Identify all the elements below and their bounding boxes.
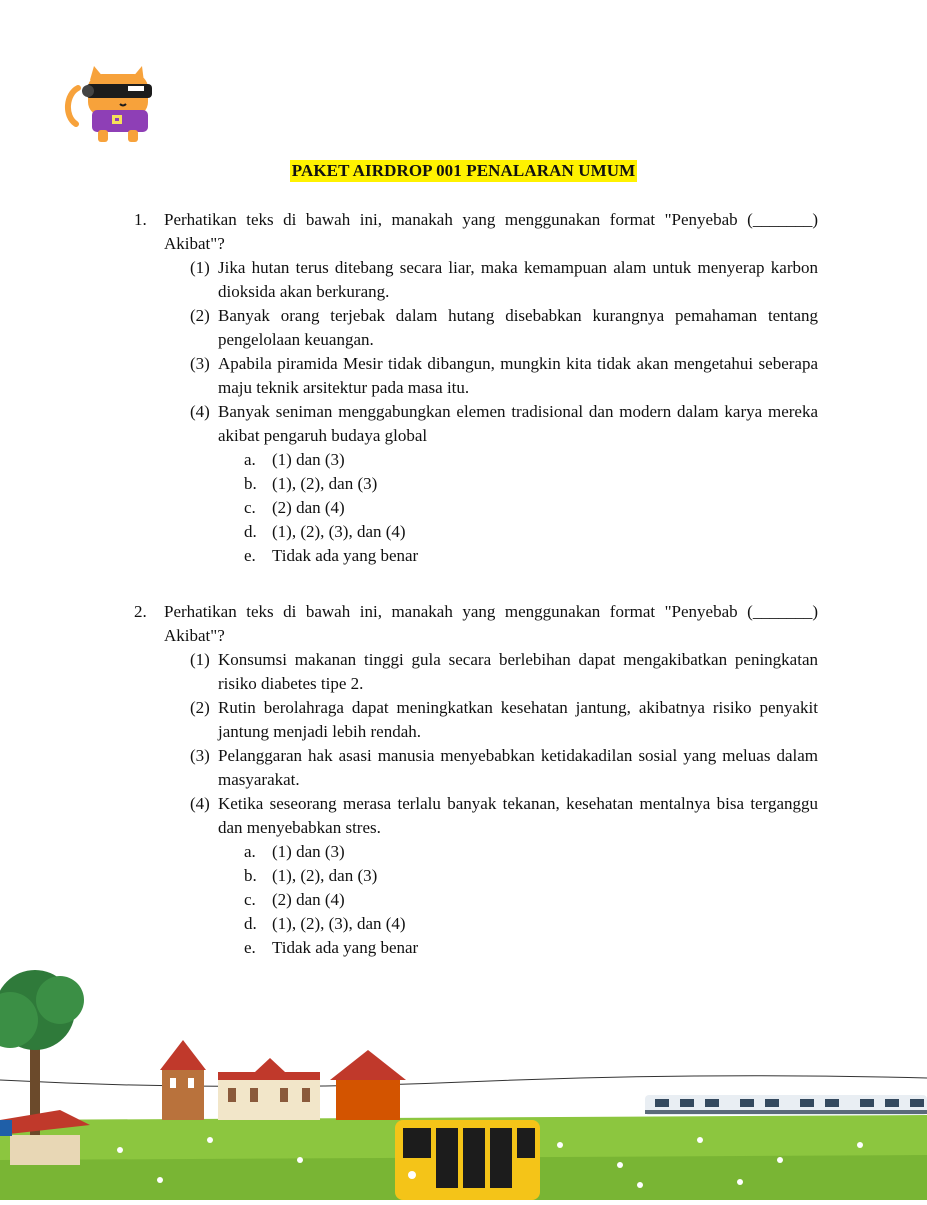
option-letter: b. (244, 866, 257, 885)
option-text: (1), (2), dan (3) (272, 474, 378, 493)
question-2 (134, 600, 818, 960)
question-number: 2. (134, 602, 147, 621)
answer-option-e[interactable] (244, 544, 818, 568)
statement-text: Apabila piramida Mesir tidak dibangun, mungkin kita tidak akan mengetahui seberapa maju teknik arsitektur pada masa itu. (218, 354, 818, 397)
statement-item (190, 648, 818, 696)
statement-text: Banyak seniman menggabungkan elemen tradisional dan modern dalam karya mereka akibat pengaruh budaya global (218, 402, 818, 445)
option-letter: e. (244, 546, 256, 565)
option-letter: b. (244, 474, 257, 493)
answer-option-d[interactable] (244, 912, 818, 936)
option-text: (1) dan (3) (272, 450, 345, 469)
statement-item (190, 400, 818, 448)
statement-text: Rutin berolahraga dapat meningkatkan kesehatan jantung, akibatnya risiko penyakit jantung menjadi lebih rendah. (218, 698, 818, 741)
question-prompt: Perhatikan teks di bawah ini, manakah yang menggunakan format "Penyebab (_______) Akibat"? (164, 602, 818, 645)
statement-item (190, 744, 818, 792)
statement-text: Konsumsi makanan tinggi gula secara berlebihan dapat mengakibatkan peningkatan risiko diabetes tipe 2. (218, 650, 818, 693)
option-text: (1), (2), dan (3) (272, 866, 378, 885)
option-letter: c. (244, 498, 256, 517)
statement-number: (1) (190, 650, 210, 669)
option-letter: d. (244, 914, 257, 933)
page-title: PAKET AIRDROP 001 PENALARAN UMUM (291, 161, 636, 180)
answer-option-e[interactable] (244, 936, 818, 960)
statement-item (190, 792, 818, 840)
question-number: 1. (134, 210, 147, 229)
statement-number: (3) (190, 746, 210, 765)
option-text: Tidak ada yang benar (272, 546, 419, 565)
question-prompt: Perhatikan teks di bawah ini, manakah yang menggunakan format "Penyebab (_______) Akibat"? (164, 210, 818, 253)
answer-option-b[interactable] (244, 472, 818, 496)
statement-text: Ketika seseorang merasa terlalu banyak tekanan, kesehatan mentalnya bisa terganggu dan menyebabkan stres. (218, 794, 818, 837)
statement-text: Pelanggaran hak asasi manusia menyebabkan ketidakadilan sosial yang meluas dalam masyarakat. (218, 746, 818, 789)
option-letter: d. (244, 522, 257, 541)
option-letter: a. (244, 450, 256, 469)
statement-number: (2) (190, 698, 210, 717)
option-text: Tidak ada yang benar (272, 938, 419, 957)
question-1 (134, 208, 818, 568)
statement-item (190, 352, 818, 400)
option-text: (1), (2), (3), dan (4) (272, 522, 406, 541)
statement-item (190, 304, 818, 352)
option-text: (1) dan (3) (272, 842, 345, 861)
option-text: (2) dan (4) (272, 890, 345, 909)
option-letter: e. (244, 938, 256, 957)
statement-number: (3) (190, 354, 210, 373)
statement-item (190, 256, 818, 304)
answer-option-c[interactable] (244, 496, 818, 520)
answer-option-a[interactable] (244, 448, 818, 472)
answer-option-b[interactable] (244, 864, 818, 888)
statement-item (190, 696, 818, 744)
answer-option-c[interactable] (244, 888, 818, 912)
option-text: (2) dan (4) (272, 498, 345, 517)
statement-text: Jika hutan terus ditebang secara liar, maka kemampuan alam untuk menyerap karbon dioksida akan berkurang. (218, 258, 818, 301)
answer-option-d[interactable] (244, 520, 818, 544)
statement-text: Banyak orang terjebak dalam hutang disebabkan kurangnya pemahaman tentang pengelolaan keuangan. (218, 306, 818, 349)
cat-mascot-logo-icon (62, 66, 154, 146)
option-text: (1), (2), (3), dan (4) (272, 914, 406, 933)
answer-option-a[interactable] (244, 840, 818, 864)
footer-city-scene-icon (0, 960, 927, 1200)
statement-number: (2) (190, 306, 210, 325)
option-letter: a. (244, 842, 256, 861)
option-letter: c. (244, 890, 256, 909)
statement-number: (4) (190, 402, 210, 421)
statement-number: (4) (190, 794, 210, 813)
statement-number: (1) (190, 258, 210, 277)
